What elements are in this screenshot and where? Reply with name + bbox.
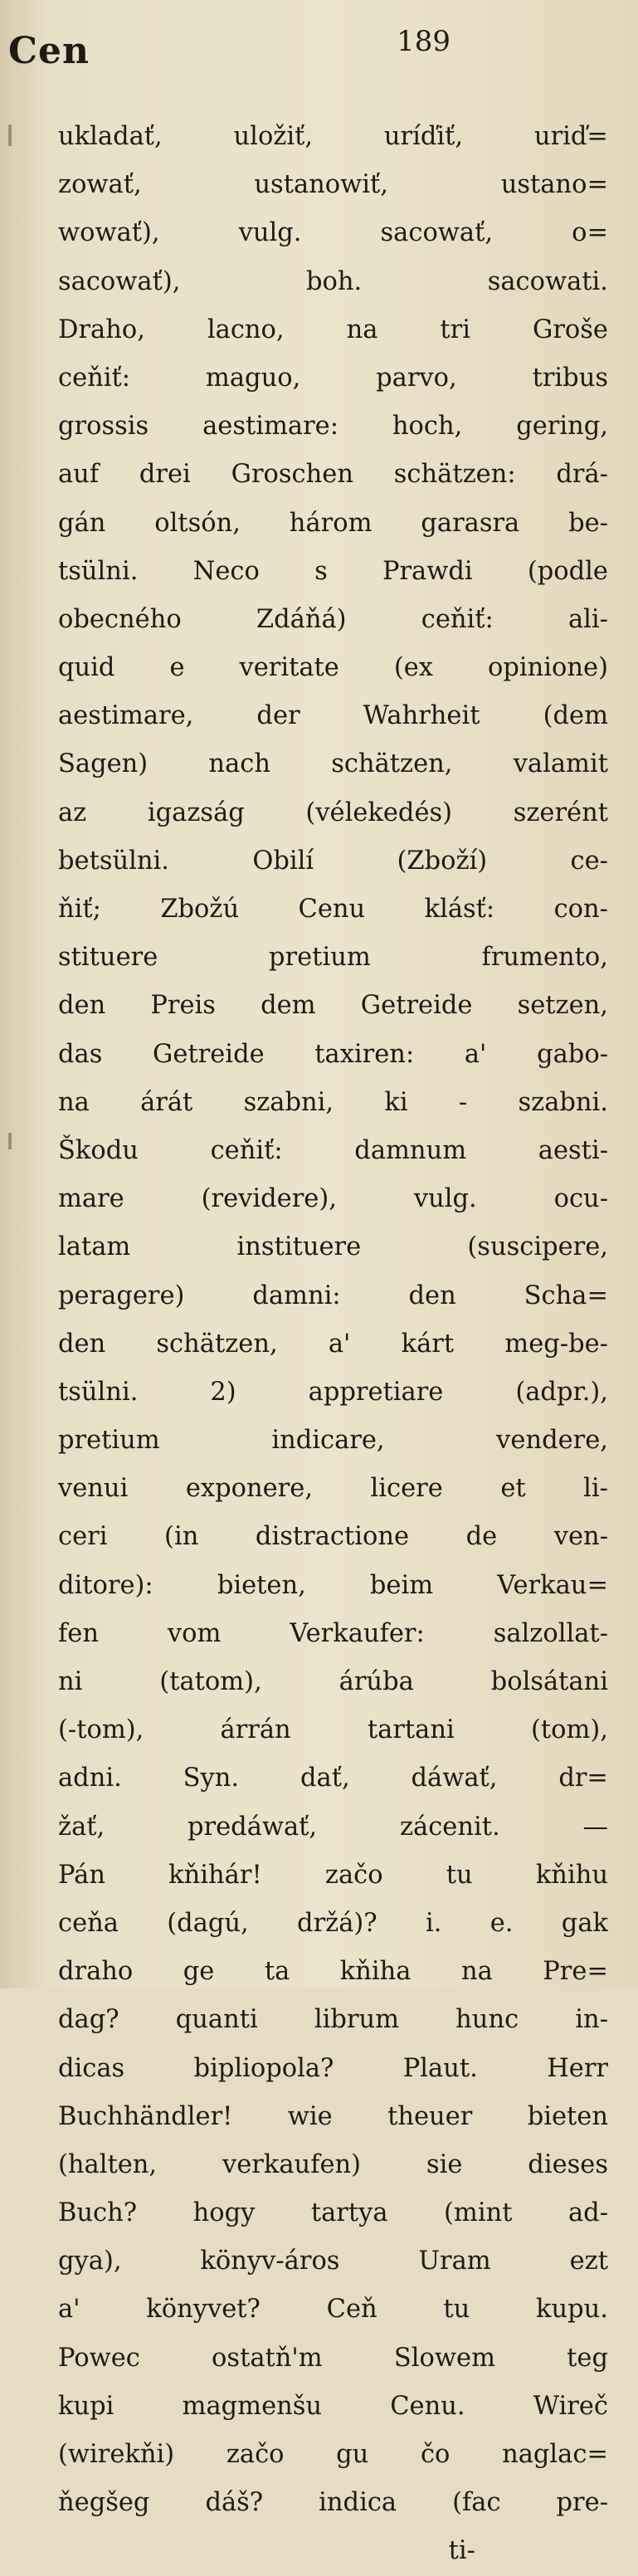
- text-line: (halten, verkaufen) sie dieses: [58, 2149, 608, 2179]
- text-line: zowať, ustanowiť, ustano=: [58, 170, 608, 200]
- text-line: ti-: [448, 2536, 475, 2566]
- text-line: na árát szabni, ki - szabni.: [58, 1087, 608, 1117]
- text-line: gán oltsón, három garasra be-: [58, 508, 608, 538]
- margin-mark: [8, 1133, 12, 1149]
- text-line: sacowať), boh. sacowati.: [58, 266, 608, 296]
- text-line: Sagen) nach schätzen, valamit: [58, 749, 608, 779]
- text-line: latam instituere (suscipere,: [58, 1232, 608, 1262]
- text-line: wowať), vulg. sacowať, o=: [58, 218, 608, 248]
- text-line: ukladať, uložiť, uríďiť, uriď=: [58, 122, 608, 151]
- text-line: dicas bipliopola? Plaut. Herr: [58, 2053, 608, 2083]
- text-line: Pán kňihár! začo tu kňihu: [58, 1860, 608, 1890]
- text-line: peragere) damni: den Scha=: [58, 1281, 608, 1310]
- text-line: (-tom), árrán tartani (tom),: [58, 1715, 608, 1745]
- text-line: ni (tatom), árúba bolsátani: [58, 1667, 608, 1696]
- text-line: tsülni. 2) appretiare (adpr.),: [58, 1377, 608, 1407]
- text-line: ceri (in distractione de ven-: [58, 1522, 608, 1552]
- text-line: den schätzen, a' kárt meg-be-: [58, 1329, 608, 1359]
- text-line: den Preis dem Getreide setzen,: [58, 991, 608, 1021]
- page-number: 189: [397, 25, 450, 58]
- text-line: obecného Zdáňá) ceňiť: ali-: [58, 604, 608, 634]
- text-line: ňegšeg dáš? indica (fac pre-: [58, 2488, 608, 2518]
- text-line: Škodu ceňiť: damnum aesti-: [58, 1135, 608, 1165]
- margin-mark: [8, 124, 12, 146]
- text-line: draho ge ta kňiha na Pre=: [58, 1957, 608, 1987]
- text-line: das Getreide taxiren: a' gabo-: [58, 1039, 608, 1069]
- text-line: venui exponere, licere et li-: [58, 1474, 608, 1504]
- text-line: žať, predáwať, zácenit. —: [58, 1812, 608, 1842]
- text-line: a' könyvet? Ceň tu kupu.: [58, 2295, 608, 2325]
- text-line: Buchhändler! wie theuer bieten: [58, 2101, 608, 2131]
- text-line: Powec ostatň'm Slowem teg: [58, 2343, 608, 2373]
- text-line: Draho, lacno, na tri Groše: [58, 315, 608, 344]
- text-line: stituere pretium frumento,: [58, 943, 608, 973]
- text-line: auf drei Groschen schätzen: drá-: [58, 460, 608, 490]
- running-head: Cen: [8, 30, 90, 72]
- text-line: adni. Syn. dať, dáwať, dr=: [58, 1764, 608, 1793]
- text-line: mare (revidere), vulg. ocu-: [58, 1184, 608, 1214]
- entry-text: [58, 113, 608, 2576]
- text-line: dag? quanti librum hunc in-: [58, 2005, 608, 2035]
- text-line: ňiť; Zbožú Cenu klásť: con-: [58, 895, 608, 924]
- page-header: [8, 25, 608, 83]
- text-line: betsülni. Obilí (Zboží) ce-: [58, 846, 608, 876]
- text-line: pretium indicare, vendere,: [58, 1426, 608, 1456]
- text-line: (wirekňi) začo gu čo naglac=: [58, 2440, 608, 2469]
- text-line: kupi magmenšu Cenu. Wireč: [58, 2391, 608, 2421]
- text-line: ceňiť: maguo, parvo, tribus: [58, 363, 608, 393]
- text-line: aestimare, der Wahrheit (dem: [58, 701, 608, 731]
- text-line: tsülni. Neco s Prawdi (podle: [58, 556, 608, 586]
- text-line: quid e veritate (ex opinione): [58, 653, 608, 683]
- text-line: grossis aestimare: hoch, gering,: [58, 412, 608, 442]
- text-line: fen vom Verkaufer: salzollat-: [58, 1618, 608, 1648]
- text-line: Buch? hogy tartya (mint ad-: [58, 2198, 608, 2228]
- text-line: az igazság (vélekedés) szerént: [58, 798, 608, 827]
- text-line: gya), könyv-áros Uram ezt: [58, 2247, 608, 2276]
- text-line: ditore): bieten, beim Verkau=: [58, 1570, 608, 1600]
- text-line: ceňa (dagú, držá)? i. e. gak: [58, 1908, 608, 1938]
